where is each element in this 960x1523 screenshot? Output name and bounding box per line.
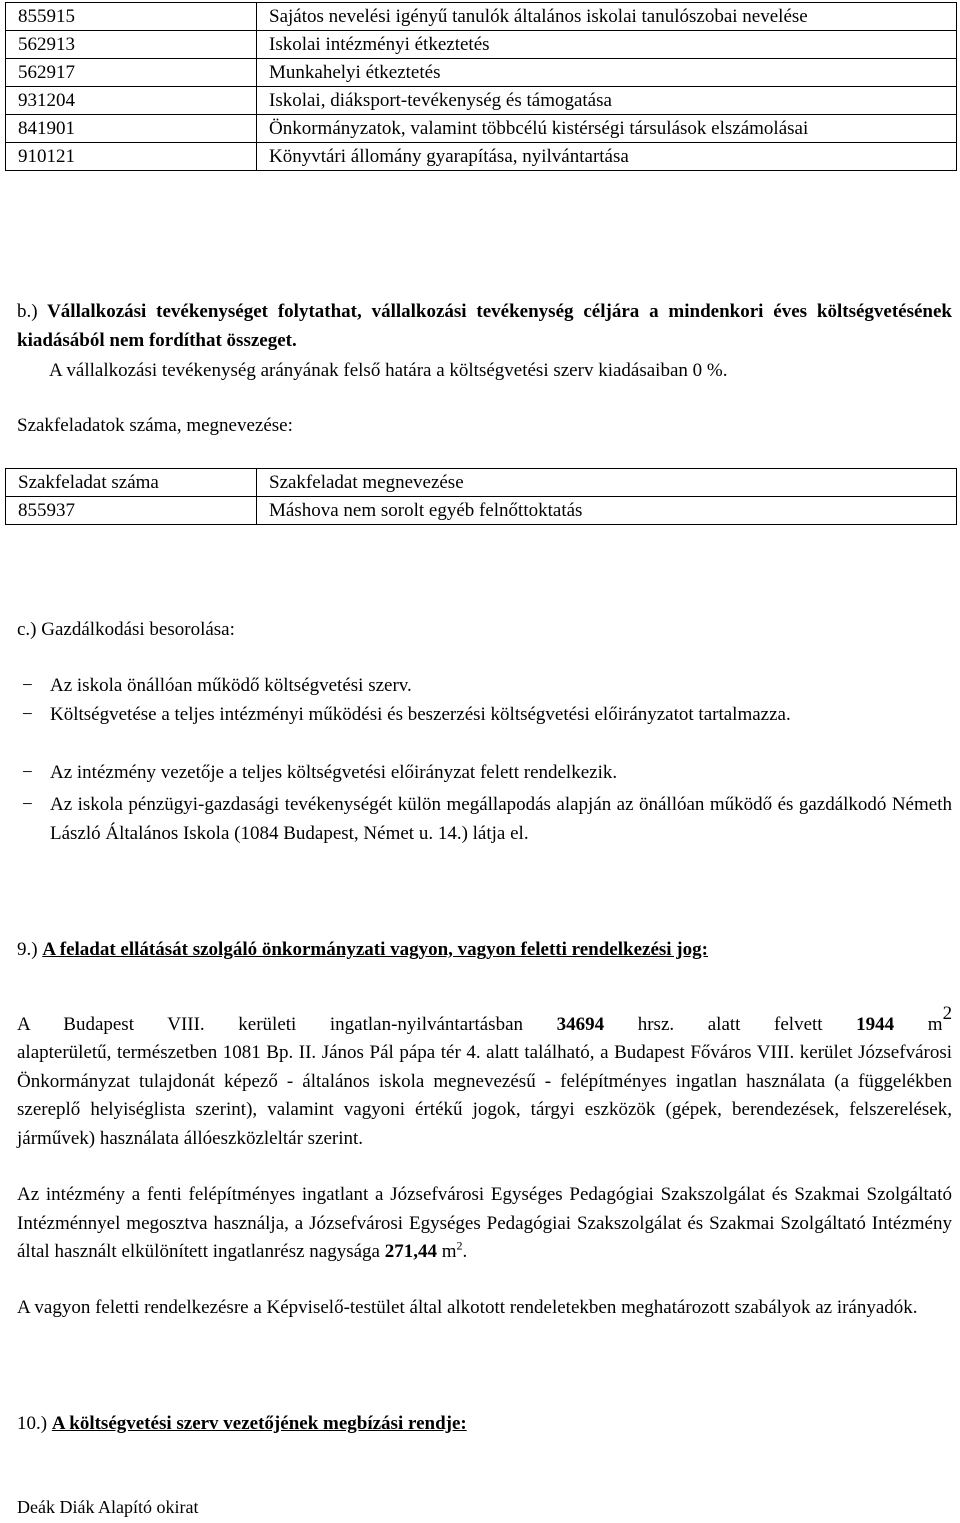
dash-bullet-icon: −: [22, 675, 33, 696]
dash-bullet-icon: −: [22, 762, 33, 783]
section-9-sup: 2: [942, 1002, 953, 1024]
table-cell-code: 562913: [6, 31, 257, 59]
list-item: [22, 671, 952, 700]
table-row: [6, 3, 957, 31]
section-c-title: Gazdálkodási besorolása:: [41, 619, 235, 640]
dash-bullet-icon: −: [22, 794, 33, 815]
section-b-prefix: b.): [17, 301, 38, 322]
section-9-area: 1944: [856, 1014, 895, 1035]
table-cell-name: Önkormányzatok, valamint többcélú kistérségi társulások elszámolásai: [257, 115, 957, 143]
section-9-p2-unit: m: [441, 1241, 457, 1262]
section-9-p2-sup: 2: [456, 1238, 463, 1253]
section-9-hrsz: 34694: [556, 1014, 605, 1035]
table-row: [6, 31, 957, 59]
table-cell-name: Máshova nem sorolt egyéb felnőttoktatás: [257, 497, 957, 525]
section-9-p2-end: .: [462, 1241, 468, 1262]
table-cell-code: 931204: [6, 87, 257, 115]
section-9-p2-text: Az intézmény a fenti felépítményes ingatlant a Józsefvárosi Egységes Pedagógiai Szakszolgálat és Szakmai Szolgáltató Intézménnyel megosztva használja, a Józsefvárosi Egységes Pedagógiai Szakszolgálat és Szakmai Szolgáltató Intézmény által használt elkülönített ingatlanrész nagysága: [17, 1184, 952, 1262]
table-row: [6, 59, 957, 87]
section-10-prefix: 10.): [17, 1413, 48, 1434]
section-9-heading: [17, 935, 708, 964]
list-item: [22, 790, 952, 848]
table-cell-code: 855915: [6, 3, 257, 31]
table-cell-code: 910121: [6, 143, 257, 171]
list-item: [22, 758, 952, 787]
table-cell-code: 855937: [6, 497, 257, 525]
section-10-title: A költségvetési szerv vezetőjének megbízási rendje:: [51, 1413, 467, 1434]
section-10-heading: [17, 1409, 467, 1438]
table-cell-name: Munkahelyi étkeztetés: [257, 59, 957, 87]
section-9-unit: m: [927, 1014, 943, 1035]
list-item-text: Költségvetése a teljes intézményi működési és beszerzési költségvetési előirányzatot tartalmazza.: [50, 704, 791, 725]
szakfeladat-table: [5, 468, 957, 525]
section-9-prefix: 9.): [17, 939, 38, 960]
table-header-name: Szakfeladat megnevezése: [257, 469, 957, 497]
section-b-heading: Szakfeladatok száma, megnevezése:: [17, 415, 293, 436]
list-item: [22, 700, 952, 729]
table-cell-name: Iskolai intézményi étkeztetés: [257, 31, 957, 59]
section-b-paragraph: [17, 297, 952, 355]
table-cell-code: 562917: [6, 59, 257, 87]
activity-table: [5, 2, 957, 171]
dash-bullet-icon: −: [22, 704, 33, 725]
table-cell-name: Könyvtári állomány gyarapítása, nyilvántartása: [257, 143, 957, 171]
section-9-p2-area: 271,44: [384, 1241, 437, 1262]
table-header-code: Szakfeladat száma: [6, 469, 257, 497]
section-9-title: A feladat ellátását szolgáló önkormányzati vagyon, vagyon feletti rendelkezési jog:: [42, 939, 708, 960]
section-9-p1-text-a: A Budapest VIII. kerületi ingatlan-nyilvántartásban: [17, 1014, 524, 1035]
list-item-text: Az iskola pénzügyi-gazdasági tevékenységét külön megállapodás alapján az önállóan működő és gazdálkodó Németh László Általános Iskola (1084 Budapest, Német u. 14.) látja el.: [50, 794, 952, 844]
section-c-heading: [17, 615, 235, 644]
table-row: [6, 115, 957, 143]
table-cell-code: 841901: [6, 115, 257, 143]
section-9-p1-text-b: hrsz. alatt felvett: [637, 1014, 823, 1035]
section-9-paragraph-3: A vagyon feletti rendelkezésre a Képviselő-testület által alkotott rendeletekben meghatározott szabályok az irányadók.: [17, 1297, 918, 1318]
section-c-prefix: c.): [17, 619, 37, 640]
list-item-text: Az intézmény vezetője a teljes költségvetési előirányzat felett rendelkezik.: [50, 762, 618, 783]
page-footer: Deák Diák Alapító okirat: [17, 1497, 199, 1517]
table-row: [6, 87, 957, 115]
list-item-text: Az iskola önállóan működő költségvetési szerv.: [50, 675, 412, 696]
table-cell-name: Iskolai, diáksport-tevékenység és támogatása: [257, 87, 957, 115]
table-row: [6, 497, 957, 525]
section-9-paragraph-1-rest: alapterületű, természetben 1081 Bp. II. János Pál pápa tér 4. alatt található, a Budapest Főváros VIII. kerület Józsefvárosi Önkormányzat tulajdonát képező - általános iskola megnevezésű - felépítményes ingatlan használata (a függelékben szereplő helyiséglista szerint), valamint vagyoni értékű jogok, tárgyi eszközök (gépek, berendezések, felszerelések, járművek) használata állóeszközleltár szerint.: [17, 1042, 952, 1149]
section-b-text: Vállalkozási tevékenységet folytathat, vállalkozási tevékenység céljára a mindenkori éves költségvetésének kiadásából nem fordíthat összeget.: [17, 301, 952, 351]
section-9-paragraph-2: [17, 1181, 952, 1267]
section-b-note: A vállalkozási tevékenység arányának felső határa a költségvetési szerv kiadásaiban 0 %.: [49, 360, 728, 381]
table-row: [6, 143, 957, 171]
table-header-row: [6, 469, 957, 497]
section-9-paragraph-1-first-line: [17, 1002, 953, 1039]
table-cell-name: Sajátos nevelési igényű tanulók általános iskolai tanulószobai nevelése: [257, 3, 957, 31]
